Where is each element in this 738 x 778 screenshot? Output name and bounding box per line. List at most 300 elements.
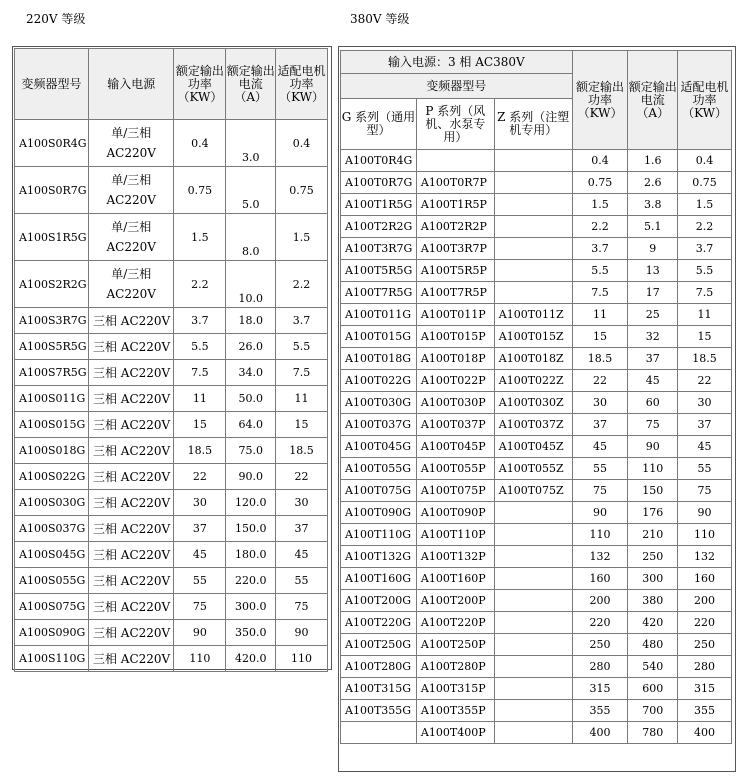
table-row xyxy=(15,360,328,386)
header-current-380: 额定输出电流（A） xyxy=(628,51,678,150)
cell-power: 75 xyxy=(174,594,226,620)
table-row xyxy=(341,150,732,172)
table-row xyxy=(341,634,732,656)
cell-g-model: A100T0R4G xyxy=(341,150,417,172)
cell-g-model: A100T250G xyxy=(341,634,417,656)
cell-p-model: A100T7R5P xyxy=(416,282,494,304)
cell-power: 160 xyxy=(572,568,628,590)
cell-motor: 37 xyxy=(678,414,732,436)
cell-motor: 15 xyxy=(678,326,732,348)
cell-power: 2.2 xyxy=(572,216,628,238)
cell-z-model: A100T022Z xyxy=(494,370,572,392)
header-motor-380: 适配电机功率（KW） xyxy=(678,51,732,150)
cell-current: 350.0 xyxy=(226,620,276,646)
cell-motor: 18.5 xyxy=(276,438,328,464)
cell-power: 110 xyxy=(572,524,628,546)
table-row xyxy=(341,436,732,458)
cell-z-model: A100T045Z xyxy=(494,436,572,458)
cell-motor: 1.5 xyxy=(276,214,328,261)
cell-motor: 132 xyxy=(678,546,732,568)
table-row xyxy=(15,516,328,542)
table-row xyxy=(341,590,732,612)
table-row xyxy=(341,326,732,348)
cell-model: A100S1R5G xyxy=(15,214,89,261)
table-row xyxy=(15,214,328,261)
cell-z-model: A100T075Z xyxy=(494,480,572,502)
cell-motor: 2.2 xyxy=(276,261,328,308)
cell-model: A100S015G xyxy=(15,412,89,438)
cell-input: 三相 AC220V xyxy=(88,308,173,334)
cell-current: 3.8 xyxy=(628,194,678,216)
cell-power: 7.5 xyxy=(572,282,628,304)
cell-power: 280 xyxy=(572,656,628,678)
table-380v xyxy=(340,50,732,744)
cell-power: 75 xyxy=(572,480,628,502)
header-z-series: Z 系列（注塑机专用） xyxy=(494,99,572,150)
cell-z-model: A100T055Z xyxy=(494,458,572,480)
cell-g-model: A100T2R2G xyxy=(341,216,417,238)
cell-power: 55 xyxy=(174,568,226,594)
header-motor: 适配电机功率（KW） xyxy=(276,49,328,120)
cell-motor: 250 xyxy=(678,634,732,656)
table-row xyxy=(341,612,732,634)
cell-current: 300.0 xyxy=(226,594,276,620)
cell-input: 三相 AC220V xyxy=(88,568,173,594)
cell-input: 三相 AC220V xyxy=(88,542,173,568)
cell-model: A100S037G xyxy=(15,516,89,542)
cell-model: A100S110G xyxy=(15,646,89,672)
cell-g-model: A100T7R5G xyxy=(341,282,417,304)
cell-current: 13 xyxy=(628,260,678,282)
cell-power: 110 xyxy=(174,646,226,672)
cell-p-model: A100T132P xyxy=(416,546,494,568)
cell-motor: 200 xyxy=(678,590,732,612)
cell-g-model xyxy=(341,722,417,744)
cell-current: 5.0 xyxy=(226,167,276,214)
cell-g-model: A100T030G xyxy=(341,392,417,414)
cell-current: 26.0 xyxy=(226,334,276,360)
cell-power: 0.75 xyxy=(572,172,628,194)
cell-p-model: A100T0R7P xyxy=(416,172,494,194)
cell-g-model: A100T011G xyxy=(341,304,417,326)
cell-g-model: A100T5R5G xyxy=(341,260,417,282)
cell-model: A100S3R7G xyxy=(15,308,89,334)
header-model: 变频器型号 xyxy=(15,49,89,120)
cell-motor: 315 xyxy=(678,678,732,700)
cell-input: 三相 AC220V xyxy=(88,386,173,412)
cell-current: 8.0 xyxy=(226,214,276,261)
cell-g-model: A100T045G xyxy=(341,436,417,458)
cell-power: 37 xyxy=(174,516,226,542)
cell-motor: 75 xyxy=(678,480,732,502)
cell-current: 9 xyxy=(628,238,678,260)
table-row xyxy=(15,261,328,308)
table-row xyxy=(15,620,328,646)
table-row xyxy=(341,524,732,546)
cell-motor: 55 xyxy=(678,458,732,480)
cell-current: 37 xyxy=(628,348,678,370)
cell-model: A100S0R7G xyxy=(15,167,89,214)
cell-motor: 22 xyxy=(276,464,328,490)
cell-p-model: A100T055P xyxy=(416,458,494,480)
table-row xyxy=(15,120,328,167)
cell-motor: 0.4 xyxy=(678,150,732,172)
cell-power: 45 xyxy=(572,436,628,458)
cell-model: A100S055G xyxy=(15,568,89,594)
cell-power: 3.7 xyxy=(174,308,226,334)
cell-input xyxy=(88,167,173,214)
cell-z-model xyxy=(494,612,572,634)
cell-power: 37 xyxy=(572,414,628,436)
cell-g-model: A100T3R7G xyxy=(341,238,417,260)
cell-power: 5.5 xyxy=(174,334,226,360)
cell-model: A100S7R5G xyxy=(15,360,89,386)
cell-current: 18.0 xyxy=(226,308,276,334)
cell-motor: 45 xyxy=(678,436,732,458)
cell-input: 三相 AC220V xyxy=(88,490,173,516)
cell-current: 180.0 xyxy=(226,542,276,568)
cell-g-model: A100T075G xyxy=(341,480,417,502)
cell-input: 三相 AC220V xyxy=(88,360,173,386)
cell-z-model xyxy=(494,546,572,568)
cell-current: 250 xyxy=(628,546,678,568)
cell-power: 90 xyxy=(174,620,226,646)
cell-input: 三相 AC220V xyxy=(88,620,173,646)
cell-current: 480 xyxy=(628,634,678,656)
cell-model: A100S075G xyxy=(15,594,89,620)
cell-p-model: A100T030P xyxy=(416,392,494,414)
cell-motor: 75 xyxy=(276,594,328,620)
cell-motor: 15 xyxy=(276,412,328,438)
cell-motor: 220 xyxy=(678,612,732,634)
cell-power: 0.75 xyxy=(174,167,226,214)
header-power-380: 额定输出功率（KW） xyxy=(572,51,628,150)
cell-current: 90.0 xyxy=(226,464,276,490)
cell-power: 2.2 xyxy=(174,261,226,308)
cell-power: 55 xyxy=(572,458,628,480)
cell-g-model: A100T280G xyxy=(341,656,417,678)
cell-current: 3.0 xyxy=(226,120,276,167)
cell-power: 30 xyxy=(572,392,628,414)
cell-current: 60 xyxy=(628,392,678,414)
cell-z-model: A100T011Z xyxy=(494,304,572,326)
cell-model: A100S022G xyxy=(15,464,89,490)
cell-input-line1: 单/三相 xyxy=(111,267,152,281)
header-model-380: 变频器型号 xyxy=(341,74,573,99)
cell-motor: 3.7 xyxy=(276,308,328,334)
cell-current: 300 xyxy=(628,568,678,590)
cell-model: A100S2R2G xyxy=(15,261,89,308)
cell-power: 315 xyxy=(572,678,628,700)
cell-z-model: A100T030Z xyxy=(494,392,572,414)
cell-z-model xyxy=(494,150,572,172)
cell-p-model: A100T015P xyxy=(416,326,494,348)
cell-input: 三相 AC220V xyxy=(88,646,173,672)
cell-model: A100S090G xyxy=(15,620,89,646)
cell-p-model: A100T022P xyxy=(416,370,494,392)
cell-p-model: A100T160P xyxy=(416,568,494,590)
table-row xyxy=(341,370,732,392)
cell-current: 5.1 xyxy=(628,216,678,238)
cell-p-model: A100T315P xyxy=(416,678,494,700)
cell-model: A100S018G xyxy=(15,438,89,464)
cell-input: 三相 AC220V xyxy=(88,438,173,464)
cell-g-model: A100T015G xyxy=(341,326,417,348)
cell-g-model: A100T315G xyxy=(341,678,417,700)
table-row xyxy=(15,542,328,568)
header-current: 额定输出电流（A） xyxy=(226,49,276,120)
table-row xyxy=(341,656,732,678)
cell-p-model: A100T037P xyxy=(416,414,494,436)
cell-z-model xyxy=(494,260,572,282)
cell-g-model: A100T090G xyxy=(341,502,417,524)
cell-motor: 18.5 xyxy=(678,348,732,370)
cell-input-line1: 单/三相 xyxy=(111,220,152,234)
cell-current: 380 xyxy=(628,590,678,612)
table-row xyxy=(341,568,732,590)
cell-power: 90 xyxy=(572,502,628,524)
cell-motor: 110 xyxy=(276,646,328,672)
cell-current: 75 xyxy=(628,414,678,436)
cell-p-model: A100T2R2P xyxy=(416,216,494,238)
cell-g-model: A100T200G xyxy=(341,590,417,612)
cell-power: 45 xyxy=(174,542,226,568)
cell-p-model: A100T220P xyxy=(416,612,494,634)
cell-motor: 30 xyxy=(276,490,328,516)
caption-380v: 380V 等级 xyxy=(350,12,410,26)
cell-motor: 45 xyxy=(276,542,328,568)
cell-power: 15 xyxy=(572,326,628,348)
table-row xyxy=(341,194,732,216)
cell-z-model xyxy=(494,502,572,524)
cell-motor: 355 xyxy=(678,700,732,722)
cell-current: 17 xyxy=(628,282,678,304)
cell-power: 15 xyxy=(174,412,226,438)
cell-g-model: A100T022G xyxy=(341,370,417,392)
cell-motor: 1.5 xyxy=(678,194,732,216)
table-row xyxy=(341,216,732,238)
table-220v xyxy=(14,48,328,672)
cell-input xyxy=(88,120,173,167)
header-power: 额定输出功率（KW） xyxy=(174,49,226,120)
cell-current: 420 xyxy=(628,612,678,634)
cell-input: 三相 AC220V xyxy=(88,594,173,620)
cell-motor: 11 xyxy=(276,386,328,412)
cell-power: 250 xyxy=(572,634,628,656)
cell-motor: 0.4 xyxy=(276,120,328,167)
cell-power: 22 xyxy=(174,464,226,490)
cell-z-model xyxy=(494,282,572,304)
cell-current: 780 xyxy=(628,722,678,744)
cell-power: 0.4 xyxy=(572,150,628,172)
cell-motor: 0.75 xyxy=(678,172,732,194)
cell-model: A100S030G xyxy=(15,490,89,516)
table-row xyxy=(15,594,328,620)
cell-current: 600 xyxy=(628,678,678,700)
table-row xyxy=(341,722,732,744)
cell-p-model: A100T280P xyxy=(416,656,494,678)
cell-p-model: A100T5R5P xyxy=(416,260,494,282)
cell-motor: 55 xyxy=(276,568,328,594)
cell-power: 220 xyxy=(572,612,628,634)
cell-input: 三相 AC220V xyxy=(88,412,173,438)
table-row xyxy=(341,458,732,480)
cell-p-model: A100T110P xyxy=(416,524,494,546)
cell-g-model: A100T160G xyxy=(341,568,417,590)
cell-current: 32 xyxy=(628,326,678,348)
cell-power: 30 xyxy=(174,490,226,516)
cell-current: 64.0 xyxy=(226,412,276,438)
cell-z-model xyxy=(494,172,572,194)
table-row xyxy=(341,700,732,722)
cell-z-model: A100T015Z xyxy=(494,326,572,348)
cell-p-model: A100T018P xyxy=(416,348,494,370)
cell-power: 132 xyxy=(572,546,628,568)
cell-current: 45 xyxy=(628,370,678,392)
cell-power: 400 xyxy=(572,722,628,744)
cell-input-line2: AC220V xyxy=(106,287,156,301)
table-row xyxy=(15,308,328,334)
cell-p-model: A100T075P xyxy=(416,480,494,502)
cell-power: 18.5 xyxy=(572,348,628,370)
table-row xyxy=(341,546,732,568)
table-row xyxy=(15,167,328,214)
table-row xyxy=(341,678,732,700)
table-row xyxy=(341,348,732,370)
cell-motor: 0.75 xyxy=(276,167,328,214)
cell-power: 11 xyxy=(572,304,628,326)
cell-g-model: A100T055G xyxy=(341,458,417,480)
cell-current: 700 xyxy=(628,700,678,722)
cell-g-model: A100T037G xyxy=(341,414,417,436)
cell-current: 150.0 xyxy=(226,516,276,542)
cell-current: 2.6 xyxy=(628,172,678,194)
header-input: 输入电源 xyxy=(88,49,173,120)
cell-current: 420.0 xyxy=(226,646,276,672)
cell-current: 176 xyxy=(628,502,678,524)
cell-input-line2: AC220V xyxy=(106,193,156,207)
header-g-series: G 系列（通用型） xyxy=(341,99,417,150)
cell-power: 1.5 xyxy=(174,214,226,261)
cell-p-model: A100T1R5P xyxy=(416,194,494,216)
cell-power: 5.5 xyxy=(572,260,628,282)
cell-g-model: A100T110G xyxy=(341,524,417,546)
table-row xyxy=(341,414,732,436)
cell-g-model: A100T132G xyxy=(341,546,417,568)
cell-current: 10.0 xyxy=(226,261,276,308)
cell-current: 110 xyxy=(628,458,678,480)
cell-current: 75.0 xyxy=(226,438,276,464)
cell-z-model xyxy=(494,590,572,612)
cell-model: A100S5R5G xyxy=(15,334,89,360)
cell-p-model: A100T045P xyxy=(416,436,494,458)
cell-z-model xyxy=(494,722,572,744)
table-row xyxy=(341,480,732,502)
table-row xyxy=(15,568,328,594)
table-row xyxy=(341,238,732,260)
cell-motor: 11 xyxy=(678,304,732,326)
header-input-380: 输入电源：3 相 AC380V xyxy=(341,51,573,74)
cell-motor: 400 xyxy=(678,722,732,744)
cell-power: 7.5 xyxy=(174,360,226,386)
table-row xyxy=(341,282,732,304)
cell-motor: 7.5 xyxy=(678,282,732,304)
cell-input: 三相 AC220V xyxy=(88,334,173,360)
cell-g-model: A100T220G xyxy=(341,612,417,634)
cell-current: 1.6 xyxy=(628,150,678,172)
cell-current: 90 xyxy=(628,436,678,458)
cell-current: 120.0 xyxy=(226,490,276,516)
cell-z-model xyxy=(494,216,572,238)
cell-motor: 3.7 xyxy=(678,238,732,260)
cell-power: 200 xyxy=(572,590,628,612)
cell-power: 22 xyxy=(572,370,628,392)
cell-p-model: A100T400P xyxy=(416,722,494,744)
cell-input-line2: AC220V xyxy=(106,240,156,254)
cell-input-line2: AC220V xyxy=(106,146,156,160)
cell-z-model: A100T037Z xyxy=(494,414,572,436)
cell-motor: 110 xyxy=(678,524,732,546)
cell-motor: 280 xyxy=(678,656,732,678)
cell-z-model xyxy=(494,524,572,546)
cell-motor: 90 xyxy=(276,620,328,646)
table-row xyxy=(15,334,328,360)
cell-p-model: A100T090P xyxy=(416,502,494,524)
cell-p-model: A100T200P xyxy=(416,590,494,612)
table-row xyxy=(341,304,732,326)
cell-g-model: A100T0R7G xyxy=(341,172,417,194)
cell-input xyxy=(88,261,173,308)
cell-input-line1: 单/三相 xyxy=(111,126,152,140)
cell-motor: 37 xyxy=(276,516,328,542)
table-row xyxy=(341,172,732,194)
cell-z-model: A100T018Z xyxy=(494,348,572,370)
table-row xyxy=(15,438,328,464)
cell-current: 50.0 xyxy=(226,386,276,412)
table-row xyxy=(15,646,328,672)
cell-power: 18.5 xyxy=(174,438,226,464)
table-row xyxy=(15,490,328,516)
table-row xyxy=(341,260,732,282)
header-p-series: P 系列（风机、水泵专用） xyxy=(416,99,494,150)
cell-input: 三相 AC220V xyxy=(88,516,173,542)
cell-current: 150 xyxy=(628,480,678,502)
table-row xyxy=(15,464,328,490)
cell-motor: 160 xyxy=(678,568,732,590)
cell-p-model: A100T355P xyxy=(416,700,494,722)
cell-power: 3.7 xyxy=(572,238,628,260)
cell-current: 25 xyxy=(628,304,678,326)
cell-motor: 5.5 xyxy=(276,334,328,360)
cell-motor: 90 xyxy=(678,502,732,524)
table-row xyxy=(341,502,732,524)
cell-motor: 22 xyxy=(678,370,732,392)
cell-model: A100S045G xyxy=(15,542,89,568)
table-row xyxy=(15,386,328,412)
cell-motor: 30 xyxy=(678,392,732,414)
cell-z-model xyxy=(494,656,572,678)
cell-motor: 5.5 xyxy=(678,260,732,282)
cell-power: 355 xyxy=(572,700,628,722)
cell-z-model xyxy=(494,634,572,656)
cell-current: 34.0 xyxy=(226,360,276,386)
cell-g-model: A100T355G xyxy=(341,700,417,722)
cell-model: A100S011G xyxy=(15,386,89,412)
cell-input xyxy=(88,214,173,261)
cell-z-model xyxy=(494,678,572,700)
cell-p-model: A100T011P xyxy=(416,304,494,326)
cell-z-model xyxy=(494,700,572,722)
